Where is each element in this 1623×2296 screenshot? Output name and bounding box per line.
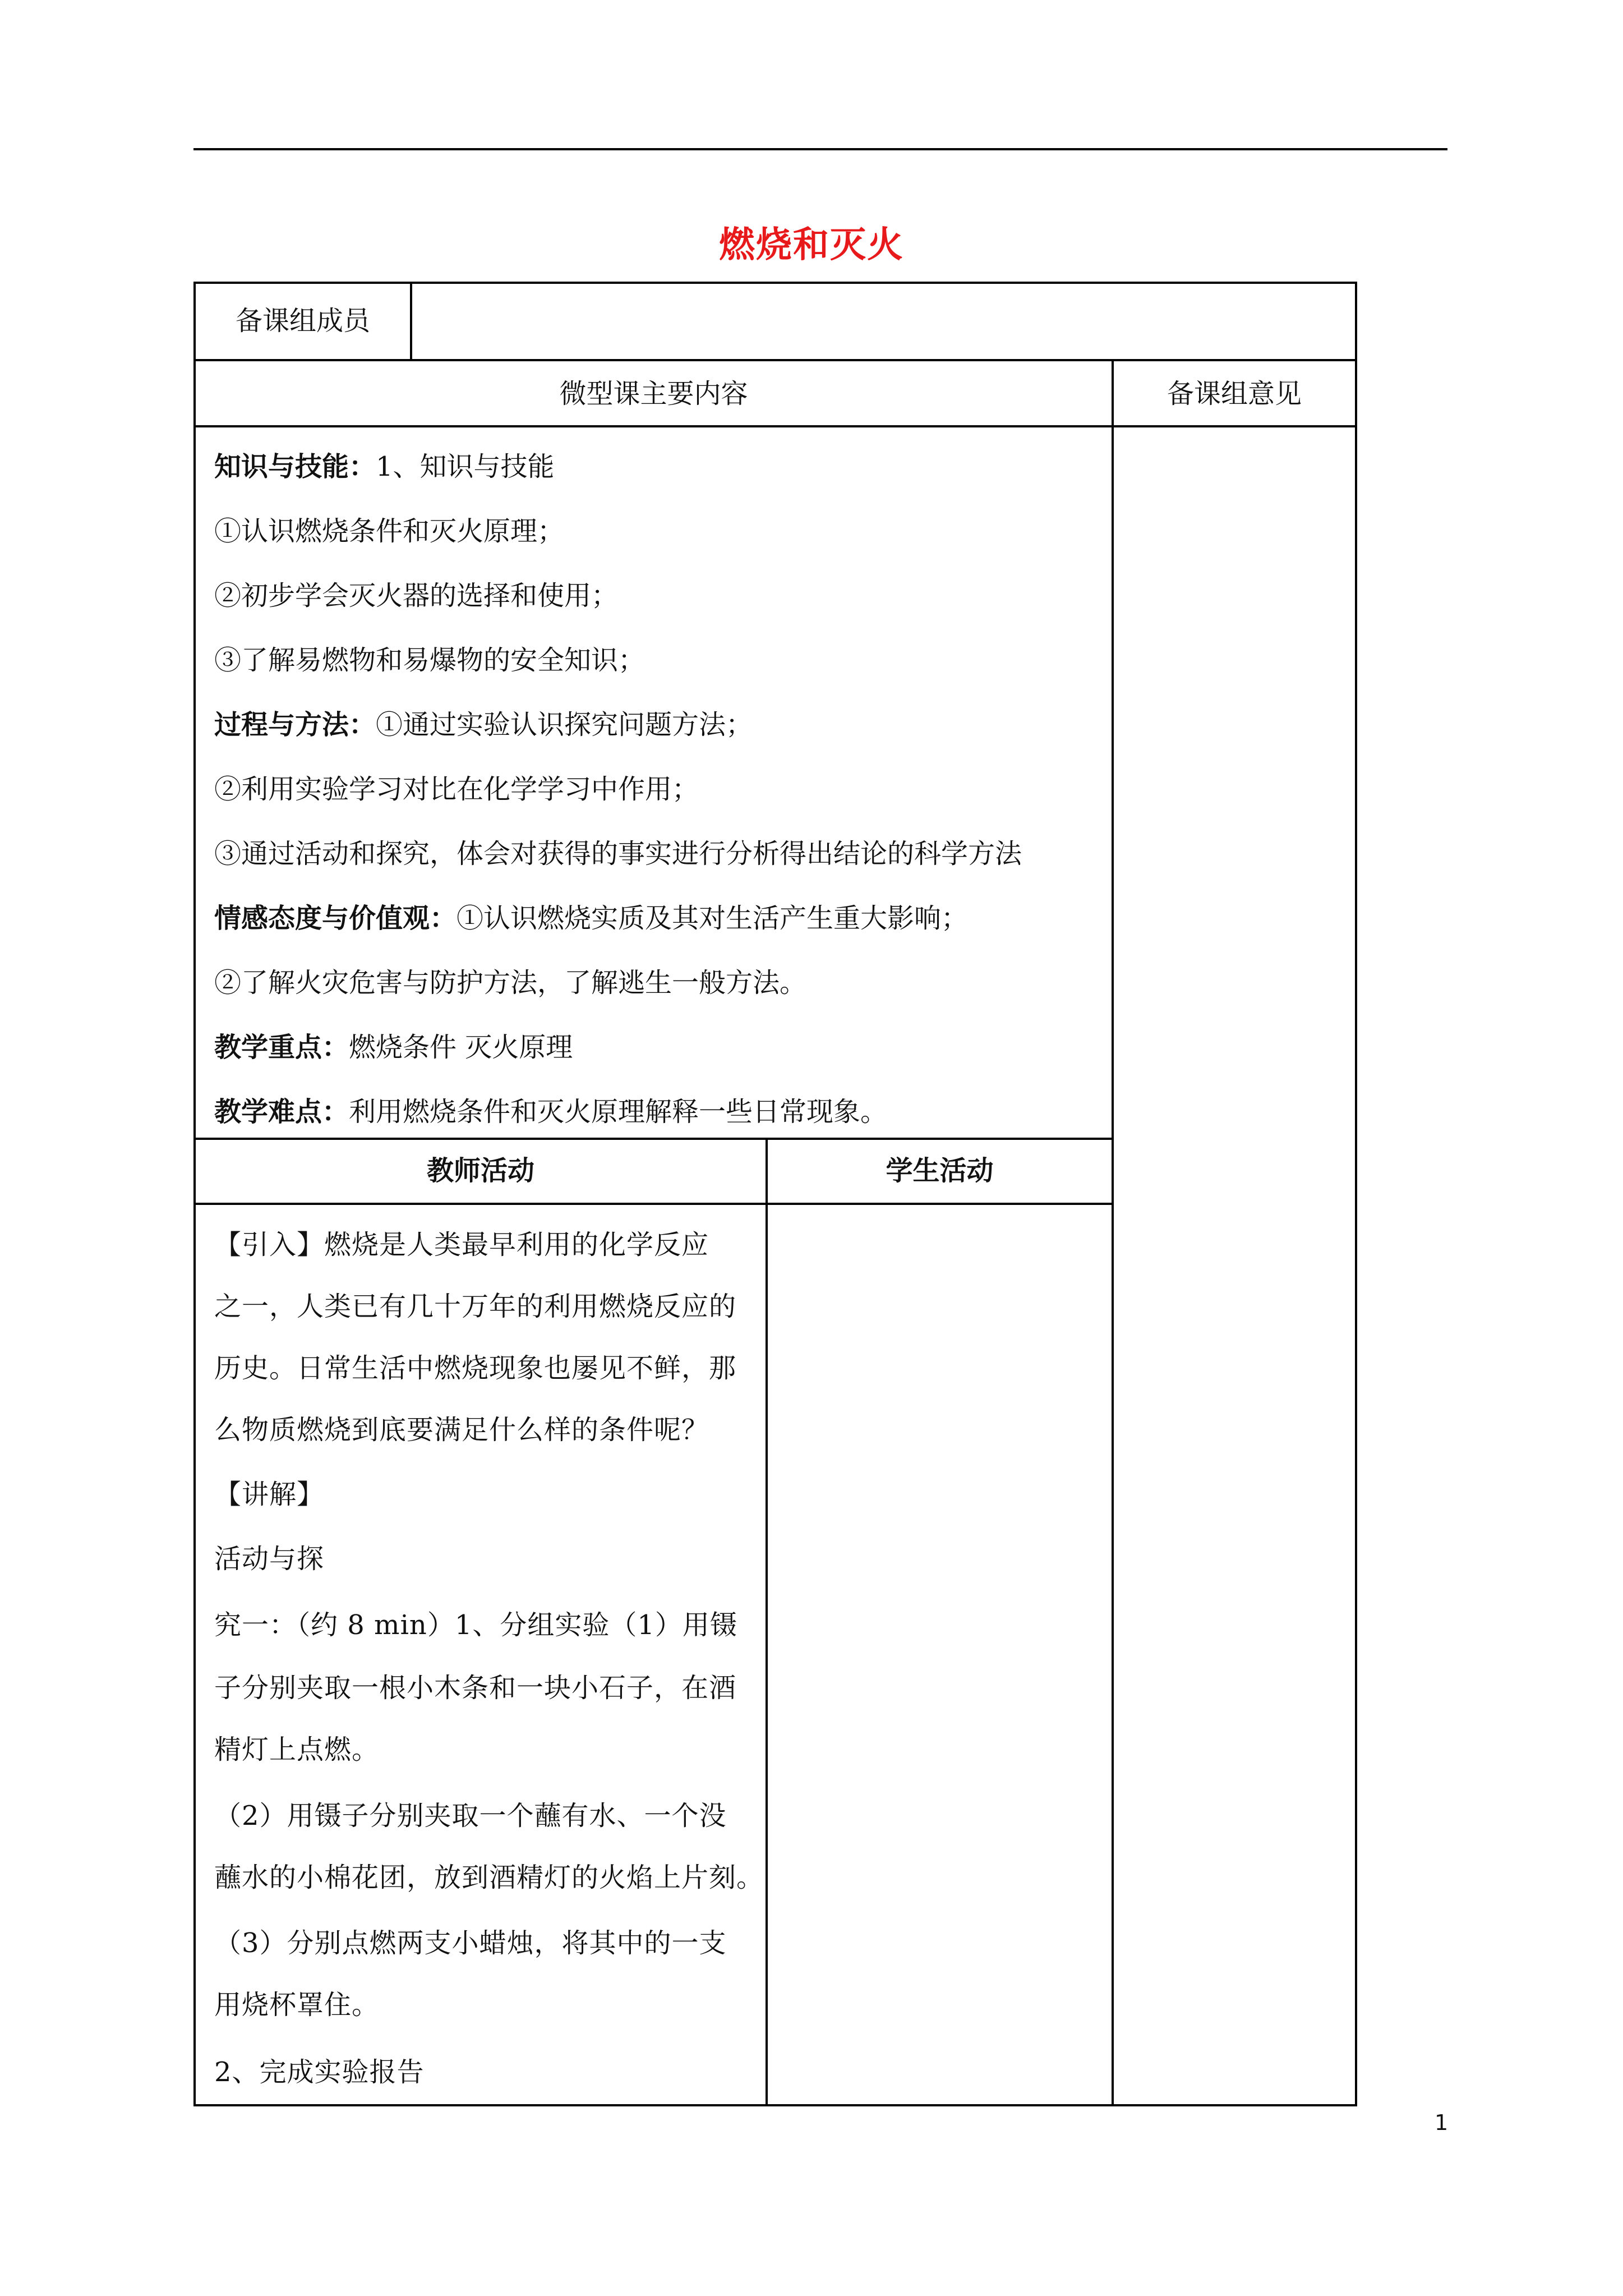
objective-line: ②初步学会灭火器的选择和使用；	[214, 580, 619, 611]
table-border-left	[193, 282, 196, 2106]
teacher-line: 【讲解】	[214, 1479, 325, 1510]
row-divider	[193, 1138, 1113, 1140]
objective-line: 知识与技能：1、知识与技能	[214, 451, 555, 482]
objective-line: ②利用实验学习对比在化学学习中作用；	[214, 774, 699, 805]
members-label: 备课组成员	[235, 305, 370, 337]
teacher-line: 活动与探	[214, 1543, 325, 1575]
content-header: 微型课主要内容	[559, 378, 748, 409]
table-border-right	[1355, 282, 1357, 2106]
teacher-line: 之一，人类已有几十万年的利用燃烧反应的	[214, 1291, 737, 1322]
teacher-line: 究一：（约 8 min）1、分组实验（1）用镊	[214, 1609, 737, 1641]
header-rule	[193, 148, 1447, 150]
table-border-top	[193, 282, 1357, 284]
col-divider	[766, 1138, 768, 2106]
objective-line: ③通过活动和探究，体会对获得的事实进行分析得出结论的科学方法	[214, 838, 1022, 869]
page-number: 1	[1435, 2110, 1449, 2135]
row-divider	[193, 359, 1357, 361]
objective-line: 教学难点：利用燃烧条件和灭火原理解释一些日常现象。	[214, 1096, 888, 1128]
teacher-line: （2）用镊子分别夹取一个蘸有水、一个没	[214, 1800, 727, 1832]
objective-line: ①认识燃烧条件和灭火原理；	[214, 516, 565, 547]
row-divider	[193, 425, 1357, 427]
teacher-line: 子分别夹取一根小木条和一块小石子，在酒	[214, 1672, 737, 1704]
opinion-header: 备课组意见	[1166, 378, 1302, 409]
row-divider	[193, 1203, 1113, 1205]
teacher-activity-header: 教师活动	[426, 1155, 534, 1186]
teacher-line: 蘸水的小棉花团，放到酒精灯的火焰上片刻。	[214, 1862, 764, 1893]
table-border-bottom	[193, 2104, 1357, 2106]
objective-line: 教学重点：燃烧条件 灭火原理	[214, 1032, 573, 1063]
teacher-line: （3）分别点燃两支小蜡烛，将其中的一支	[214, 1927, 727, 1959]
teacher-line: 用烧杯罩住。	[214, 1989, 380, 2021]
col-divider	[410, 282, 412, 360]
objective-line: ②了解火灾危害与防护方法，了解逃生一般方法。	[214, 967, 807, 999]
teacher-line: 【引入】燃烧是人类最早利用的化学反应	[214, 1229, 709, 1260]
teacher-line: 历史。日常生活中燃烧现象也屡见不鲜，那	[214, 1352, 737, 1384]
student-activity-header: 学生活动	[886, 1155, 994, 1186]
teacher-line: 么物质燃烧到底要满足什么样的条件呢？	[214, 1414, 709, 1446]
teacher-line: 2、完成实验报告	[214, 2056, 425, 2088]
objective-line: 过程与方法：①通过实验认识探究问题方法；	[214, 709, 753, 740]
objective-line: 情感态度与价值观：①认识燃烧实质及其对生活产生重大影响；	[214, 903, 969, 934]
objective-line: ③了解易燃物和易爆物的安全知识；	[214, 645, 645, 676]
page-title: 燃烧和灭火	[719, 224, 904, 266]
teacher-line: 精灯上点燃。	[214, 1734, 380, 1765]
col-divider	[1112, 359, 1114, 2106]
